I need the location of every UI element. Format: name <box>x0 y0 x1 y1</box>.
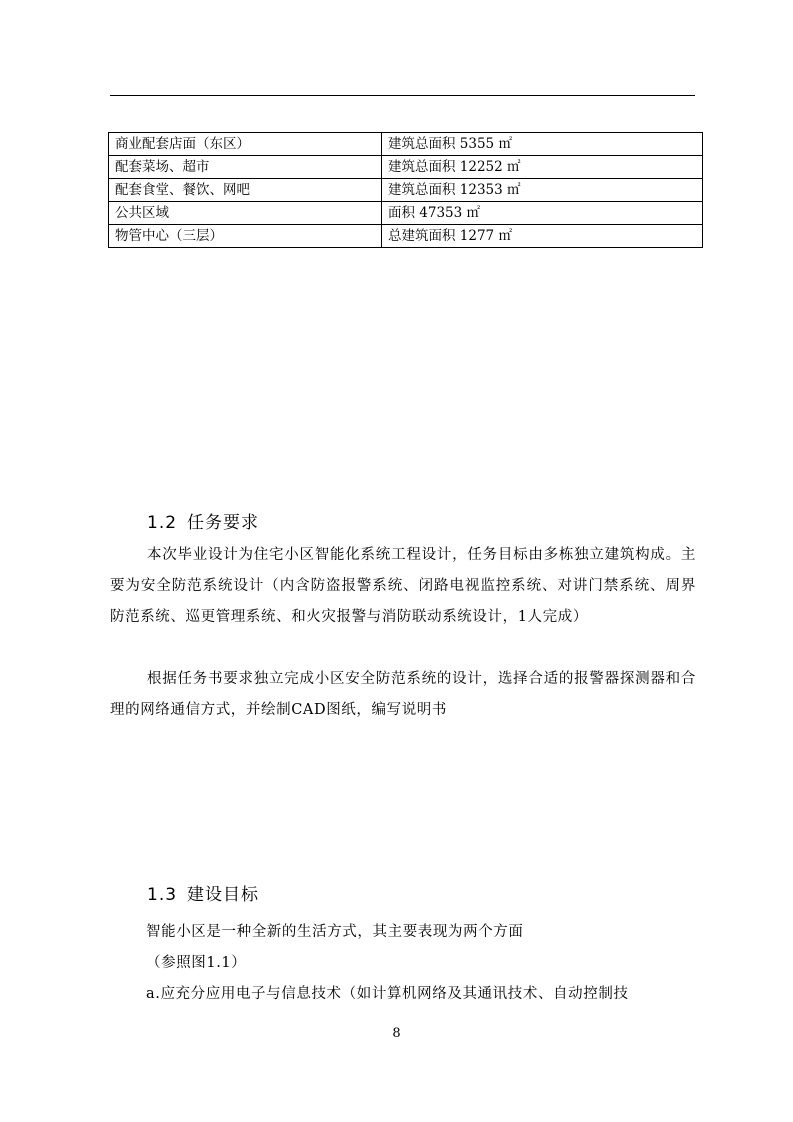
table-cell: 面积 47353 ㎡ <box>382 202 703 225</box>
page-number: 8 <box>392 1026 401 1041</box>
table-cell: 建筑总面积 12252 ㎡ <box>382 156 703 179</box>
text-line: 智能小区是一种全新的生活方式，其主要表现为两个方面 <box>146 924 524 940</box>
section-heading-1-2 <box>147 508 259 533</box>
text-line: （参照图1.1） <box>146 955 247 971</box>
table-cell: 商业配套店面（东区） <box>109 133 382 156</box>
table-cell: 总建筑面积 1277 ㎡ <box>382 225 703 248</box>
table-row <box>109 179 703 202</box>
section-title: 建设目标 <box>187 885 260 905</box>
table-row <box>109 225 703 248</box>
section-heading-1-3 <box>147 880 259 905</box>
paragraph: 本次毕业设计为住宅小区智能化系统工程设计，任务目标由多栋独立建筑构成。主要为安全防范系统设计（内含防盗报警系统、闭路电视监控系统、对讲门禁系统、周界防范系统、巡更管理系统、和火灾报警与消防联动系统设计，1人完成） <box>110 547 696 625</box>
table-cell: 建筑总面积 5355 ㎡ <box>382 133 703 156</box>
text-line: a.应充分应用电子与信息技术（如计算机网络及其通讯技术、自动控制技 <box>146 986 629 1002</box>
table-cell: 配套食堂、餐饮、网吧 <box>109 179 382 202</box>
table-row <box>109 133 703 156</box>
table-cell: 公共区域 <box>109 202 382 225</box>
section-title: 任务要求 <box>187 513 260 533</box>
section-number: 1.2 <box>147 513 178 533</box>
table-cell: 配套菜场、超市 <box>109 156 382 179</box>
table-row <box>109 156 703 179</box>
header-rule <box>110 95 695 96</box>
table-cell: 建筑总面积 12353 ㎡ <box>382 179 703 202</box>
section-number: 1.3 <box>147 885 178 905</box>
table-row <box>109 202 703 225</box>
table-cell: 物管中心（三层） <box>109 225 382 248</box>
area-table <box>108 132 703 248</box>
paragraph: 根据任务书要求独立完成小区安全防范系统的设计，选择合适的报警器探测器和合理的网络通信方式，并绘制CAD图纸，编写说明书 <box>110 671 696 718</box>
